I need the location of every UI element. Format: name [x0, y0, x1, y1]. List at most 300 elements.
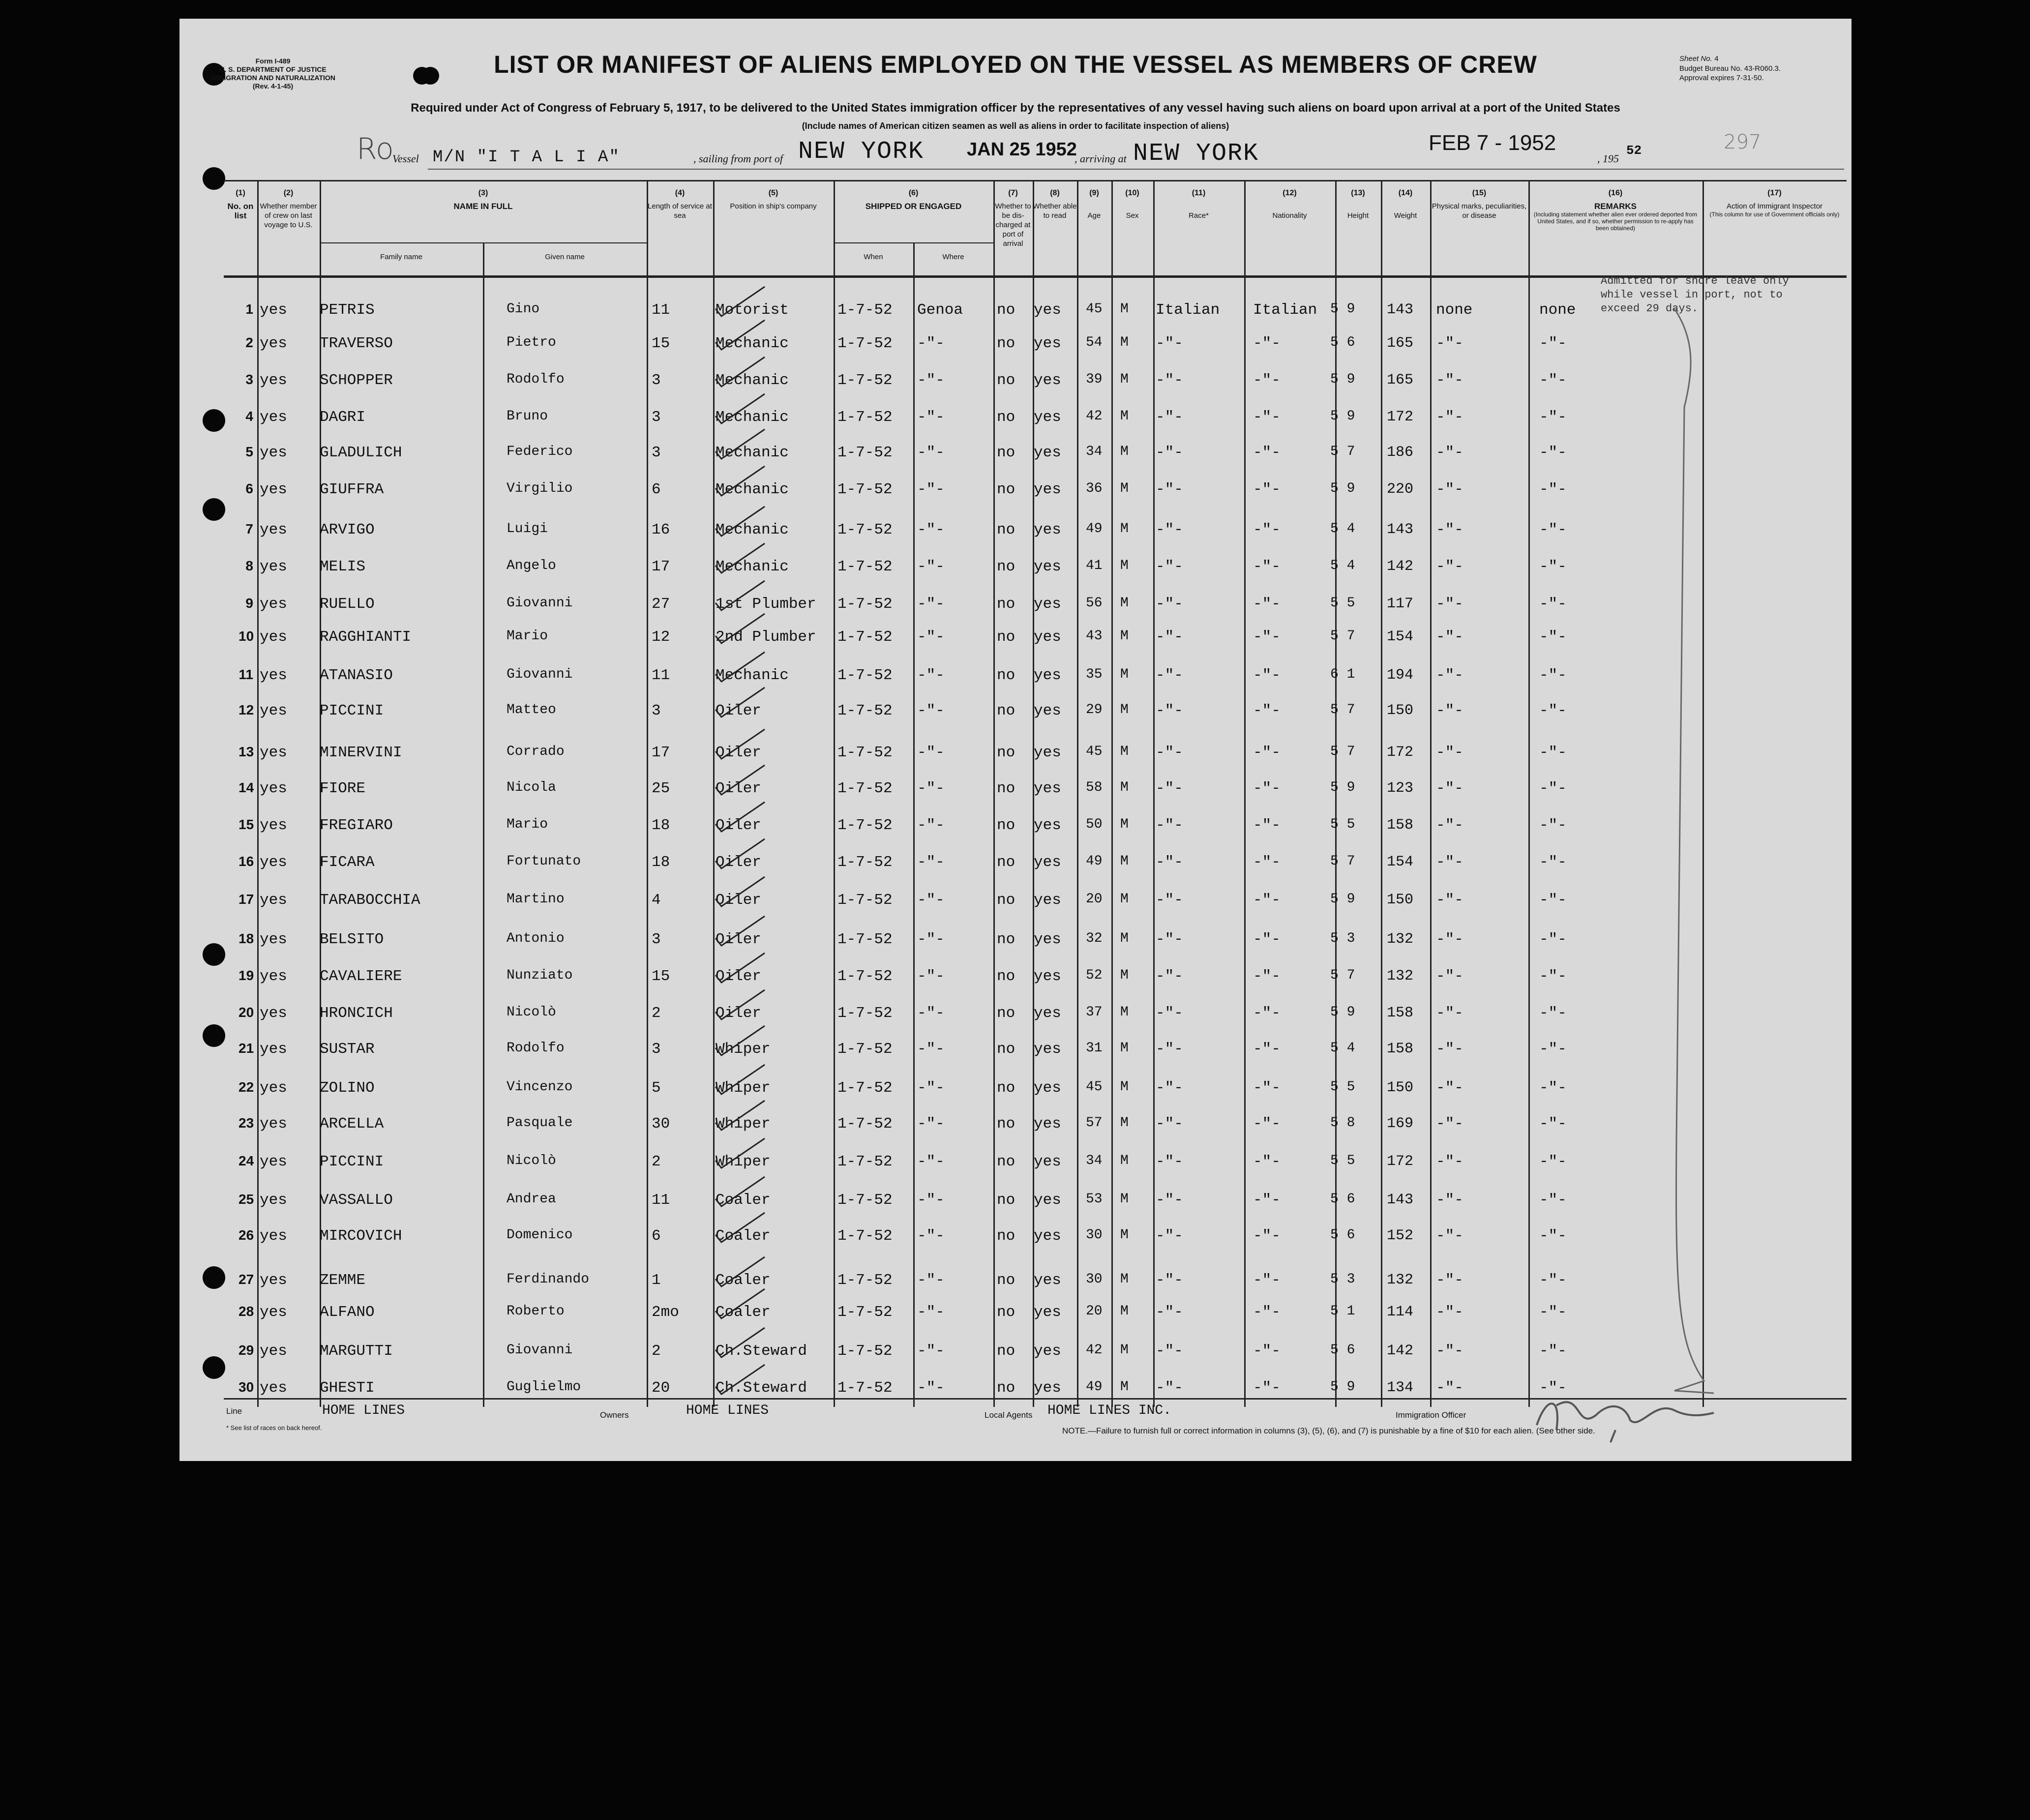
age: 36 — [1086, 481, 1103, 496]
from-port: NEW YORK — [798, 138, 925, 166]
remarks: -"- — [1539, 444, 1567, 461]
family-name: ZEMME — [320, 1272, 366, 1289]
given-name: Nicolò — [507, 1005, 556, 1020]
header-weight-label: Weight — [1394, 211, 1417, 220]
length-of-service: 11 — [652, 667, 670, 684]
header-name-label: NAME IN FULL — [453, 202, 513, 211]
length-of-service: 11 — [652, 301, 670, 319]
discharged: no — [997, 780, 1015, 797]
age: 42 — [1086, 1343, 1103, 1358]
shipped-when: 1-7-52 — [837, 892, 893, 909]
physical-marks: -"- — [1436, 854, 1463, 871]
weight: 150 — [1387, 892, 1414, 908]
height: 5 9 — [1330, 301, 1355, 317]
header-remarks: (16) REMARKS (Including statement whether alien ever ordered deported from United States, and if so, whether permission to re-apply has been obtained) — [1528, 188, 1702, 232]
able-to-read: yes — [1034, 481, 1061, 498]
year-prefix: , 195 — [1597, 152, 1619, 165]
weight: 158 — [1387, 1041, 1414, 1057]
able-to-read: yes — [1034, 968, 1061, 985]
check-mark — [671, 609, 770, 653]
race: -"- — [1156, 1192, 1183, 1209]
height: 5 7 — [1330, 968, 1355, 983]
sex: M — [1120, 372, 1129, 387]
header-read-label: Whether able to read — [1033, 202, 1077, 220]
position: Coaler — [716, 1272, 771, 1289]
physical-marks: -"- — [1436, 1041, 1463, 1058]
length-of-service: 16 — [652, 521, 670, 538]
shipped-when: 1-7-52 — [837, 372, 893, 389]
weight: 143 — [1387, 521, 1414, 538]
physical-marks: -"- — [1436, 931, 1463, 948]
height: 5 7 — [1330, 744, 1355, 759]
remarks: -"- — [1539, 1343, 1567, 1360]
crew-last-voyage: yes — [260, 301, 287, 319]
position: Oiler — [716, 744, 762, 761]
remarks: -"- — [1539, 931, 1567, 948]
header-sex-label: Sex — [1126, 211, 1139, 220]
sex: M — [1120, 301, 1129, 317]
position: Ch.Steward — [716, 1379, 807, 1397]
crew-last-voyage: yes — [260, 444, 287, 461]
family-name: ZOLINO — [320, 1079, 375, 1097]
header-age: (9) Age — [1087, 189, 1101, 220]
subtitle: Required under Act of Congress of February 5, 1917, to be delivered to the United States immigration officer by the representatives of any vessel having such aliens on board upon arrival at a port of the United States — [411, 101, 1620, 115]
crew-last-voyage: yes — [260, 372, 287, 389]
sheet-info — [1679, 54, 1847, 83]
position: Oiler — [716, 968, 762, 985]
discharged: no — [997, 1272, 1015, 1289]
discharged: no — [997, 667, 1015, 684]
header-no-label: No. on list — [227, 202, 254, 220]
able-to-read: yes — [1034, 1192, 1061, 1209]
race: -"- — [1156, 1041, 1183, 1058]
row-number: 25 — [239, 1192, 254, 1207]
weight: 114 — [1387, 1304, 1414, 1320]
remarks: -"- — [1539, 596, 1567, 613]
remarks: -"- — [1539, 1192, 1567, 1209]
length-of-service: 20 — [652, 1379, 670, 1397]
position: Mechanic — [716, 335, 789, 352]
family-name: TARABOCCHIA — [320, 892, 420, 909]
length-of-service: 1 — [652, 1272, 661, 1289]
shipped-when: 1-7-52 — [837, 817, 893, 834]
crew-last-voyage: yes — [260, 1153, 287, 1170]
crew-last-voyage: yes — [260, 780, 287, 797]
physical-marks: -"- — [1436, 1005, 1463, 1022]
shipped-when: 1-7-52 — [837, 1079, 893, 1097]
given-name: Roberto — [507, 1304, 565, 1319]
row-number: 2 — [245, 335, 253, 350]
nationality: -"- — [1253, 335, 1281, 352]
sex: M — [1120, 744, 1129, 759]
nationality: -"- — [1253, 1192, 1281, 1209]
row-number: 9 — [245, 596, 253, 611]
sex: M — [1120, 931, 1129, 946]
table-row — [179, 409, 1851, 443]
row-number: 8 — [245, 558, 253, 573]
row-number: 28 — [239, 1304, 254, 1319]
position: Ch.Steward — [716, 1343, 807, 1360]
discharged: no — [997, 409, 1015, 426]
row-number: 26 — [239, 1227, 254, 1243]
row-number: 7 — [245, 521, 253, 537]
header-crew: (2) Whether member of crew on last voyage to U.S. — [260, 189, 317, 229]
nationality: -"- — [1253, 1005, 1281, 1022]
header-action: (17) Action of Immigrant Inspector (This column for use of Government officials only) — [1702, 188, 1847, 218]
family-name: FREGIARO — [320, 817, 393, 834]
weight: 117 — [1387, 596, 1414, 612]
nationality: -"- — [1253, 481, 1281, 498]
able-to-read: yes — [1034, 1304, 1061, 1321]
age: 34 — [1086, 444, 1103, 459]
nationality: -"- — [1253, 409, 1281, 426]
header-service: (4) Length of service at sea — [648, 189, 712, 220]
position: Mechanic — [716, 667, 789, 684]
penalty-note: NOTE.—Failure to furnish full or correct information in columns (3), (5), (6), and (7) is punishable by a fine of $10 for each alien. (See other side. — [1062, 1426, 1595, 1435]
vessel-label: Vessel — [392, 152, 419, 165]
physical-marks: -"- — [1436, 372, 1463, 389]
row-number: 17 — [239, 892, 254, 907]
header-position: (5) Position in ship's company — [730, 189, 817, 210]
given-name: Angelo — [507, 558, 556, 573]
physical-marks: -"- — [1436, 1115, 1463, 1133]
header-where: Where — [942, 253, 964, 261]
sex: M — [1120, 817, 1129, 832]
shipped-when: 1-7-52 — [837, 1379, 893, 1397]
discharged: no — [997, 558, 1015, 575]
age: 49 — [1086, 521, 1103, 537]
given-name: Fortunato — [507, 854, 581, 869]
nationality: -"- — [1253, 1304, 1281, 1321]
shipped-where: Genoa — [917, 301, 963, 319]
weight: 150 — [1387, 1079, 1414, 1096]
shipped-where: -"- — [917, 521, 945, 538]
remarks: -"- — [1539, 968, 1567, 985]
table-row — [179, 667, 1851, 701]
shipped-where: -"- — [917, 1227, 945, 1245]
weight: 165 — [1387, 372, 1414, 388]
length-of-service: 25 — [652, 780, 670, 797]
header-position-label: Position in ship's company — [730, 202, 817, 210]
race: -"- — [1156, 1005, 1183, 1022]
row-number: 18 — [239, 931, 254, 946]
header-physical: (15) Physical marks, peculiarities, or disease — [1432, 189, 1527, 220]
sex: M — [1120, 481, 1129, 496]
shipped-where: -"- — [917, 1379, 945, 1397]
shipped-where: -"- — [917, 1272, 945, 1289]
able-to-read: yes — [1034, 817, 1061, 834]
sex: M — [1120, 892, 1129, 907]
row-number: 24 — [239, 1153, 254, 1168]
length-of-service: 3 — [652, 931, 661, 948]
height: 5 9 — [1330, 1005, 1355, 1020]
position: 1st Plumber — [716, 596, 816, 613]
agents-label: Local Agents — [985, 1410, 1033, 1420]
sex: M — [1120, 1343, 1129, 1358]
shipped-where: -"- — [917, 817, 945, 834]
sex: M — [1120, 1379, 1129, 1395]
shipped-when: 1-7-52 — [837, 335, 893, 352]
discharged: no — [997, 335, 1015, 352]
crew-last-voyage: yes — [260, 1041, 287, 1058]
crew-last-voyage: yes — [260, 744, 287, 761]
discharged: no — [997, 1343, 1015, 1360]
check-mark — [671, 461, 770, 506]
age: 49 — [1086, 1379, 1103, 1395]
revision: (Rev. 4-1-45) — [252, 82, 294, 90]
race: -"- — [1156, 1304, 1183, 1321]
family-name: SUSTAR — [320, 1041, 375, 1058]
given-name: Giovanni — [507, 1343, 573, 1358]
given-name: Antonio — [507, 931, 565, 946]
position: Oiler — [716, 1005, 762, 1022]
race: -"- — [1156, 481, 1183, 498]
shipped-when: 1-7-52 — [837, 481, 893, 498]
discharged: no — [997, 1115, 1015, 1133]
header-race-label: Race* — [1189, 211, 1209, 220]
sex: M — [1120, 1153, 1129, 1168]
table-row — [179, 1272, 1851, 1306]
height: 5 3 — [1330, 931, 1355, 946]
age: 58 — [1086, 780, 1103, 795]
physical-marks: -"- — [1436, 1153, 1463, 1170]
discharged: no — [997, 817, 1015, 834]
height: 5 6 — [1330, 1227, 1355, 1243]
agents-value: HOME LINES INC. — [1047, 1403, 1172, 1418]
age: 45 — [1086, 301, 1103, 317]
shipped-where: -"- — [917, 1343, 945, 1360]
table-row — [179, 1343, 1851, 1377]
race: -"- — [1156, 1272, 1183, 1289]
crew-last-voyage: yes — [260, 521, 287, 538]
age: 53 — [1086, 1192, 1103, 1207]
position: 2nd Plumber — [716, 628, 816, 646]
physical-marks: -"- — [1436, 817, 1463, 834]
position: Mechanic — [716, 558, 789, 575]
table-row — [179, 854, 1851, 888]
shipped-where: -"- — [917, 628, 945, 646]
race: -"- — [1156, 558, 1183, 575]
to-port: NEW YORK — [1133, 140, 1259, 168]
race: -"- — [1156, 667, 1183, 684]
shipped-when: 1-7-52 — [837, 780, 893, 797]
physical-marks: -"- — [1436, 1343, 1463, 1360]
family-name: TRAVERSO — [320, 335, 393, 352]
shipped-when: 1-7-52 — [837, 1343, 893, 1360]
nationality: -"- — [1253, 372, 1281, 389]
length-of-service: 18 — [652, 817, 670, 834]
able-to-read: yes — [1034, 1272, 1061, 1289]
length-of-service: 2 — [652, 1343, 661, 1360]
position: Oiler — [716, 702, 762, 719]
check-mark — [671, 1284, 770, 1328]
sex: M — [1120, 667, 1129, 682]
table-row — [179, 968, 1851, 1002]
physical-marks: -"- — [1436, 744, 1463, 761]
shipped-when: 1-7-52 — [837, 1304, 893, 1321]
length-of-service: 12 — [652, 628, 670, 646]
age: 52 — [1086, 968, 1103, 983]
sex: M — [1120, 702, 1129, 717]
table-row — [179, 335, 1851, 369]
height: 5 4 — [1330, 1041, 1355, 1056]
height: 5 5 — [1330, 1153, 1355, 1168]
row-number: 20 — [239, 1005, 254, 1020]
shipped-when: 1-7-52 — [837, 744, 893, 761]
able-to-read: yes — [1034, 892, 1061, 909]
weight: 194 — [1387, 667, 1414, 684]
row-number: 19 — [239, 968, 254, 983]
discharged: no — [997, 1153, 1015, 1170]
race: -"- — [1156, 854, 1183, 871]
owners-value: HOME LINES — [686, 1403, 769, 1418]
length-of-service: 2 — [652, 1153, 661, 1170]
length-of-service: 3 — [652, 1041, 661, 1058]
physical-marks: none — [1436, 301, 1473, 319]
race: -"- — [1156, 521, 1183, 538]
age: 30 — [1086, 1272, 1103, 1287]
nationality: -"- — [1253, 521, 1281, 538]
shipped-when: 1-7-52 — [837, 1272, 893, 1289]
shipped-when: 1-7-52 — [837, 854, 893, 871]
discharged: no — [997, 931, 1015, 948]
row-number: 10 — [239, 628, 254, 644]
family-name: GLADULICH — [320, 444, 402, 461]
family-name: GHESTI — [320, 1379, 375, 1397]
officer-label: Immigration Officer — [1396, 1410, 1466, 1420]
physical-marks: -"- — [1436, 335, 1463, 352]
position: Whiper — [716, 1153, 771, 1170]
remarks: -"- — [1539, 702, 1567, 719]
given-name: Vincenzo — [507, 1079, 573, 1095]
family-name: FIORE — [320, 780, 366, 797]
remarks: -"- — [1539, 744, 1567, 761]
service-name: IMMIGRATION AND NATURALIZATION — [210, 74, 335, 82]
table-row — [179, 1153, 1851, 1188]
able-to-read: yes — [1034, 596, 1061, 613]
race: -"- — [1156, 780, 1183, 797]
crew-last-voyage: yes — [260, 1343, 287, 1360]
shipped-where: -"- — [917, 780, 945, 797]
crew-last-voyage: yes — [260, 968, 287, 985]
height: 5 4 — [1330, 558, 1355, 573]
race: -"- — [1156, 409, 1183, 426]
remark-note: Admitted for shore leave only while vessel in port, not to exceed 29 days. — [1601, 275, 1789, 315]
remarks: -"- — [1539, 817, 1567, 834]
physical-marks: -"- — [1436, 444, 1463, 461]
physical-marks: -"- — [1436, 667, 1463, 684]
row-number: 4 — [245, 409, 253, 424]
given-name: Gino — [507, 301, 540, 317]
header-sex: (10) Sex — [1125, 189, 1139, 220]
manifest-sheet — [179, 19, 1851, 1461]
header-physical-label: Physical marks, peculiarities, or disease — [1432, 202, 1527, 220]
length-of-service: 17 — [652, 744, 670, 761]
nationality: -"- — [1253, 444, 1281, 461]
sheet-number: 4 — [1714, 55, 1719, 63]
given-name: Andrea — [507, 1192, 556, 1207]
given-name: Mario — [507, 817, 548, 832]
height: 5 9 — [1330, 1379, 1355, 1395]
crew-last-voyage: yes — [260, 335, 287, 352]
given-name: Nicolò — [507, 1153, 556, 1168]
family-name: BELSITO — [320, 931, 384, 948]
races-note: * See list of races on back hereof. — [226, 1424, 322, 1432]
family-name: MARGUTTI — [320, 1343, 393, 1360]
able-to-read: yes — [1034, 780, 1061, 797]
height: 5 7 — [1330, 444, 1355, 459]
nationality: -"- — [1253, 1079, 1281, 1097]
shipped-where: -"- — [917, 558, 945, 575]
discharged: no — [997, 481, 1015, 498]
shipped-where: -"- — [917, 854, 945, 871]
table-row — [179, 301, 1851, 336]
length-of-service: 5 — [652, 1079, 661, 1097]
sex: M — [1120, 596, 1129, 611]
able-to-read: yes — [1034, 301, 1061, 319]
length-of-service: 4 — [652, 892, 661, 909]
given-name: Federico — [507, 444, 573, 459]
header-height: (13) Height — [1347, 189, 1369, 220]
physical-marks: -"- — [1436, 481, 1463, 498]
family-name: ARCELLA — [320, 1115, 384, 1133]
family-name: HRONCICH — [320, 1005, 393, 1022]
nationality: -"- — [1253, 628, 1281, 646]
table-row — [179, 596, 1851, 630]
discharged: no — [997, 1079, 1015, 1097]
height: 5 6 — [1330, 1192, 1355, 1207]
table-row — [179, 481, 1851, 515]
form-number: Form I-489 — [255, 57, 291, 65]
given-name: Virgilio — [507, 481, 573, 496]
header-when: When — [864, 253, 883, 261]
height: 5 7 — [1330, 854, 1355, 869]
discharged: no — [997, 628, 1015, 646]
subtitle-note: (Include names of American citizen seamen as well as aliens in order to facilitate inspection of aliens) — [802, 121, 1229, 131]
nationality: -"- — [1253, 667, 1281, 684]
height: 5 9 — [1330, 892, 1355, 907]
table-row — [179, 744, 1851, 778]
weight: 142 — [1387, 1343, 1414, 1359]
height: 5 6 — [1330, 335, 1355, 350]
remarks: -"- — [1539, 558, 1567, 575]
race: -"- — [1156, 892, 1183, 909]
nationality: -"- — [1253, 1041, 1281, 1058]
able-to-read: yes — [1034, 1153, 1061, 1170]
remarks: -"- — [1539, 409, 1567, 426]
weight: 142 — [1387, 558, 1414, 575]
age: 39 — [1086, 372, 1103, 387]
age: 34 — [1086, 1153, 1103, 1168]
page-title: LIST OR MANIFEST OF ALIENS EMPLOYED ON THE VESSEL AS MEMBERS OF CREW — [494, 51, 1537, 78]
row-number: 30 — [239, 1379, 254, 1395]
race: -"- — [1156, 335, 1183, 352]
given-name: Corrado — [507, 744, 565, 759]
able-to-read: yes — [1034, 1079, 1061, 1097]
able-to-read: yes — [1034, 1115, 1061, 1133]
given-name: Giovanni — [507, 667, 573, 682]
position: Mechanic — [716, 444, 789, 461]
given-name: Nicola — [507, 780, 556, 795]
remarks: -"- — [1539, 1005, 1567, 1022]
check-mark — [671, 1134, 770, 1178]
weight: 123 — [1387, 780, 1414, 797]
family-name: VASSALLO — [320, 1192, 393, 1209]
weight: 143 — [1387, 1192, 1414, 1208]
physical-marks: -"- — [1436, 1227, 1463, 1245]
age: 57 — [1086, 1115, 1103, 1131]
check-mark — [671, 1208, 770, 1252]
